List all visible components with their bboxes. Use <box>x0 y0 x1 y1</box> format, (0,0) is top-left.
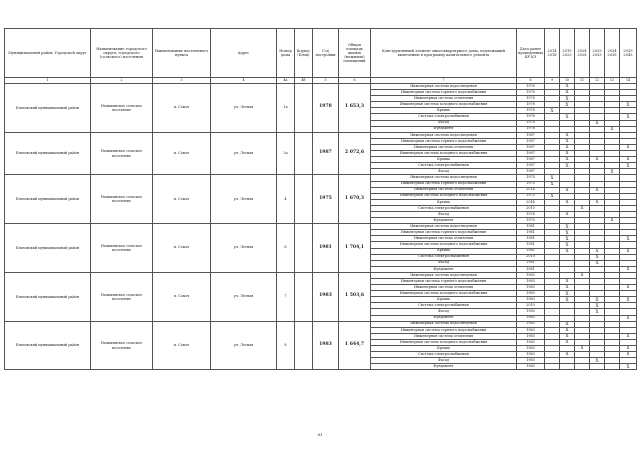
period-mark-cell: X <box>560 327 575 333</box>
period-mark-cell <box>605 364 620 370</box>
previous-repair-date-cell: 1983 <box>517 315 545 321</box>
house-number-cell: 6 <box>277 224 295 273</box>
structural-element-cell: Система электроснабжения <box>371 254 517 260</box>
district-cell: Елизовский муниципальный район <box>5 224 91 273</box>
previous-repair-date-cell: 1981 <box>517 248 545 254</box>
structural-element-cell: Крыша <box>371 157 517 163</box>
settlement-cell: Начикинское сельское поселение <box>91 84 153 133</box>
house-number-cell: 8 <box>277 321 295 370</box>
street-cell: ул. Лесная <box>211 321 277 370</box>
previous-repair-date-cell: 1975 <box>517 218 545 224</box>
structural-element-cell: Инженерная система холодного водоснабжения <box>371 339 517 345</box>
locality-cell: п. Сокоч <box>153 132 211 175</box>
period-mark-cell: X <box>605 218 620 224</box>
period-mark-cell: X <box>620 266 637 272</box>
period-mark-cell: X <box>560 224 575 230</box>
structural-element-cell: Инженерная система холодного водоснабжения <box>371 242 517 248</box>
structural-element-cell: Фундамент <box>371 218 517 224</box>
building-group <box>5 321 637 370</box>
build-year-cell: 1981 <box>313 224 339 273</box>
header-period-2019-2023: 2019 2023 <box>560 29 575 78</box>
column-number: 1 <box>5 78 91 84</box>
structural-element-cell: Система электроснабжения <box>371 205 517 211</box>
period-mark-cell: X <box>605 169 620 175</box>
structural-element-cell: Фасад <box>371 309 517 315</box>
column-number: 5 <box>313 78 339 84</box>
column-number: 3 <box>153 78 211 84</box>
area-cell: 1 503,6 <box>339 272 371 321</box>
previous-repair-date-cell: 1983 <box>517 364 545 370</box>
structural-element-cell: Инженерная система горячего водоснабжения <box>371 279 517 285</box>
previous-repair-date-cell: 1983 <box>517 321 545 327</box>
district-cell: Елизовский муниципальный район <box>5 132 91 175</box>
period-mark-cell: X <box>575 205 590 211</box>
structural-element-cell: Инженерная система отопления <box>371 236 517 242</box>
period-mark-cell: X <box>620 102 637 108</box>
period-mark-cell: X <box>590 248 605 254</box>
structural-element-cell: Инженерная система отопления <box>371 96 517 102</box>
period-mark-cell: X <box>560 151 575 157</box>
previous-repair-date-cell: 1975 <box>517 175 545 181</box>
previous-repair-date-cell: 1987 <box>517 157 545 163</box>
header-settlement: Наименование городского округа, городского (сельского) поселения <box>91 29 153 78</box>
period-mark-cell: X <box>620 114 637 120</box>
period-mark-cell: X <box>560 84 575 90</box>
column-number: 11 <box>575 78 590 84</box>
house-number-cell: 1а <box>277 84 295 133</box>
document-sheet <box>4 28 636 370</box>
structural-element-cell: Фасад <box>371 358 517 364</box>
period-mark-cell: X <box>560 339 575 345</box>
period-mark-cell: X <box>590 303 605 309</box>
header-locality: Наименование населенного пункта <box>153 29 211 78</box>
settlement-cell: Начикинское сельское поселение <box>91 132 153 175</box>
locality-cell: п. Сокоч <box>153 84 211 133</box>
previous-repair-date-cell: 1987 <box>517 169 545 175</box>
structural-element-cell: Инженерная система холодного водоснабжения <box>371 151 517 157</box>
structural-element-cell: Инженерная система отопления <box>371 285 517 291</box>
structural-element-cell: Инженерная система горячего водоснабжения <box>371 90 517 96</box>
structural-element-cell: Инженерная система отопления <box>371 187 517 193</box>
build-year-cell: 1978 <box>313 84 339 133</box>
column-number: 4б <box>295 78 313 84</box>
area-cell: 1 653,3 <box>339 84 371 133</box>
previous-repair-date-cell: 1983 <box>517 291 545 297</box>
period-mark-cell: X <box>590 297 605 303</box>
column-number: 4а <box>277 78 295 84</box>
settlement-cell: Начикинское сельское поселение <box>91 224 153 273</box>
structural-element-cell: Фасад <box>371 211 517 217</box>
previous-repair-date-cell: 1983 <box>517 285 545 291</box>
district-cell: Елизовский муниципальный район <box>5 84 91 133</box>
previous-repair-date-cell: 1983 <box>517 309 545 315</box>
previous-repair-date-cell: 2010 <box>517 254 545 260</box>
period-mark-cell: X <box>560 114 575 120</box>
period-mark-cell: X <box>590 309 605 315</box>
period-mark-cell: X <box>560 144 575 150</box>
previous-repair-date-cell: 2010 <box>517 303 545 309</box>
period-mark-cell: X <box>560 157 575 163</box>
previous-repair-date-cell: 1978 <box>517 120 545 126</box>
header-period-2039-2043: 2039 2043 <box>620 29 637 78</box>
house-number-cell: 4 <box>277 175 295 224</box>
structural-element-cell: Инженерная система холодного водоснабжения <box>371 193 517 199</box>
column-number: 7 <box>371 78 517 84</box>
period-mark-cell: X <box>560 90 575 96</box>
settlement-cell: Начикинское сельское поселение <box>91 175 153 224</box>
period-mark-cell: X <box>560 230 575 236</box>
previous-repair-date-cell: 1983 <box>517 358 545 364</box>
previous-repair-date-cell: 1978 <box>517 84 545 90</box>
build-year-cell: 1983 <box>313 272 339 321</box>
settlement-cell: Начикинское сельское поселение <box>91 321 153 370</box>
structural-element-cell: Фундамент <box>371 364 517 370</box>
previous-repair-date-cell: 1983 <box>517 327 545 333</box>
previous-repair-date-cell: 1981 <box>517 236 545 242</box>
structural-element-cell: Инженерная система водоотведения <box>371 321 517 327</box>
district-cell: Елизовский муниципальный район <box>5 321 91 370</box>
building-group <box>5 272 637 321</box>
previous-repair-date-cell: 1983 <box>517 272 545 278</box>
header-address: Адрес <box>211 29 277 78</box>
build-year-cell: 1987 <box>313 132 339 175</box>
structural-element-cell: Инженерная система водоотведения <box>371 132 517 138</box>
period-mark-cell: X <box>590 120 605 126</box>
header-district: Муниципальный район, Городской округ <box>5 29 91 78</box>
period-mark-cell: X <box>590 254 605 260</box>
locality-cell: п. Сокоч <box>153 272 211 321</box>
period-mark-cell: X <box>620 346 637 352</box>
period-mark-cell: X <box>620 285 637 291</box>
header-previous-repair-date: Дата ранее проведенных КР КЭ <box>517 29 545 78</box>
column-number: 6 <box>339 78 371 84</box>
block-cell <box>295 321 313 370</box>
settlement-cell: Начикинское сельское поселение <box>91 272 153 321</box>
header-period-2014-2018: 2014 2018 <box>545 29 560 78</box>
structural-element-cell: Система электроснабжения <box>371 303 517 309</box>
period-mark-cell <box>545 364 560 370</box>
area-cell: 1 704,1 <box>339 224 371 273</box>
structural-element-cell: Фундамент <box>371 126 517 132</box>
structural-element-cell: Инженерная система горячего водоснабжения <box>371 138 517 144</box>
period-mark-cell: X <box>620 315 637 321</box>
period-mark-cell: X <box>560 279 575 285</box>
structural-element-cell: Фасад <box>371 120 517 126</box>
structural-element-cell: Фасад <box>371 260 517 266</box>
previous-repair-date-cell: 1987 <box>517 138 545 144</box>
structural-element-cell: Инженерная система горячего водоснабжения <box>371 230 517 236</box>
locality-cell: п. Сокоч <box>153 321 211 370</box>
period-mark-cell: X <box>560 199 575 205</box>
period-mark-cell: X <box>560 321 575 327</box>
page-number: 81 <box>317 432 323 437</box>
block-cell <box>295 224 313 273</box>
column-number: 12 <box>590 78 605 84</box>
structural-element-cell: Крыша <box>371 346 517 352</box>
structural-element-cell: Фасад <box>371 169 517 175</box>
previous-repair-date-cell: 1983 <box>517 333 545 339</box>
period-mark-cell: X <box>560 187 575 193</box>
structural-element-cell: Фундамент <box>371 266 517 272</box>
period-mark-cell: X <box>545 193 560 199</box>
column-number: 13 <box>605 78 620 84</box>
previous-repair-date-cell: 1975 <box>517 193 545 199</box>
column-number: 9 <box>545 78 560 84</box>
previous-repair-date-cell: 1983 <box>517 352 545 358</box>
period-mark-cell: X <box>560 242 575 248</box>
build-year-cell: 1983 <box>313 321 339 370</box>
street-cell: ул. Лесная <box>211 132 277 175</box>
structural-element-cell: Инженерная система горячего водоснабжения <box>371 181 517 187</box>
previous-repair-date-cell: 1981 <box>517 224 545 230</box>
column-number: 14 <box>620 78 637 84</box>
previous-repair-date-cell: 1987 <box>517 144 545 150</box>
period-mark-cell: X <box>560 333 575 339</box>
period-mark-cell: X <box>545 181 560 187</box>
column-number: 8 <box>517 78 545 84</box>
previous-repair-date-cell: 1987 <box>517 151 545 157</box>
district-cell: Елизовский муниципальный район <box>5 175 91 224</box>
previous-repair-date-cell: 1978 <box>517 126 545 132</box>
previous-repair-date-cell: 1978 <box>517 108 545 114</box>
structural-element-cell: Инженерная система холодного водоснабжения <box>371 291 517 297</box>
period-mark-cell: X <box>545 108 560 114</box>
previous-repair-date-cell: 1983 <box>517 297 545 303</box>
structural-element-cell: Инженерная система водоотведения <box>371 224 517 230</box>
previous-repair-date-cell: 1987 <box>517 163 545 169</box>
structural-element-cell: Инженерная система водоотведения <box>371 272 517 278</box>
building-group <box>5 84 637 133</box>
period-mark-cell: X <box>620 297 637 303</box>
header-period-2034-2038: 2034 2038 <box>605 29 620 78</box>
period-mark-cell: X <box>590 187 605 193</box>
previous-repair-date-cell: 2014 <box>517 199 545 205</box>
previous-repair-date-cell: 1978 <box>517 90 545 96</box>
period-mark-cell: X <box>560 96 575 102</box>
block-cell <box>295 272 313 321</box>
period-mark-cell <box>560 364 575 370</box>
column-number: 2 <box>91 78 153 84</box>
previous-repair-date-cell: 1981 <box>517 242 545 248</box>
period-mark-cell: X <box>575 272 590 278</box>
previous-repair-date-cell: 1981 <box>517 260 545 266</box>
column-number: 4 <box>211 78 277 84</box>
previous-repair-date-cell: 1976 <box>517 211 545 217</box>
period-mark-cell: X <box>560 211 575 217</box>
period-mark-cell: X <box>560 236 575 242</box>
structural-element-cell: Фундамент <box>371 315 517 321</box>
period-mark-cell: X <box>590 199 605 205</box>
header-period-2029-2033: 2029 2033 <box>590 29 605 78</box>
block-cell <box>295 175 313 224</box>
previous-repair-date-cell: 1978 <box>517 96 545 102</box>
structural-element-cell: Крыша <box>371 108 517 114</box>
house-number-cell: 3а <box>277 132 295 175</box>
street-cell: ул. Лесная <box>211 224 277 273</box>
structural-element-cell: Инженерная система холодного водоснабжения <box>371 102 517 108</box>
block-cell <box>295 84 313 133</box>
structural-element-cell: Крыша <box>371 297 517 303</box>
period-mark-cell: X <box>575 346 590 352</box>
area-cell: 2 072,6 <box>339 132 371 175</box>
period-mark-cell: X <box>560 285 575 291</box>
locality-cell: п. Сокоч <box>153 175 211 224</box>
period-mark-cell: X <box>620 144 637 150</box>
previous-repair-date-cell: 1978 <box>517 102 545 108</box>
period-mark-cell: X <box>620 364 637 370</box>
header-house-number: Номер дома <box>277 29 295 78</box>
previous-repair-date-cell: 1981 <box>517 230 545 236</box>
structural-element-cell: Инженерная система горячего водоснабжения <box>371 327 517 333</box>
previous-repair-date-cell: 1983 <box>517 279 545 285</box>
period-mark-cell: X <box>560 102 575 108</box>
header-build-year: Год постройки <box>313 29 339 78</box>
structural-element-cell: Инженерная система водоотведения <box>371 84 517 90</box>
period-mark-cell: X <box>560 352 575 358</box>
period-mark-cell: X <box>605 126 620 132</box>
period-mark-cell: X <box>560 138 575 144</box>
header-block: Корпус (Блок) <box>295 29 313 78</box>
previous-repair-date-cell: 1975 <box>517 181 545 187</box>
house-number-cell: 7 <box>277 272 295 321</box>
structural-element-cell: Инженерная система отопления <box>371 333 517 339</box>
period-mark-cell: X <box>590 260 605 266</box>
block-cell <box>295 132 313 175</box>
period-mark-cell: X <box>590 358 605 364</box>
column-number: 10 <box>560 78 575 84</box>
previous-repair-date-cell: 1983 <box>517 346 545 352</box>
previous-repair-date-cell: 1983 <box>517 339 545 345</box>
period-mark-cell: X <box>620 157 637 163</box>
header-row <box>5 29 637 78</box>
locality-cell: п. Сокоч <box>153 224 211 273</box>
previous-repair-date-cell: 1978 <box>517 114 545 120</box>
period-mark-cell: X <box>560 163 575 169</box>
structural-element-cell: Система электроснабжения <box>371 352 517 358</box>
period-mark-cell: X <box>590 157 605 163</box>
previous-repair-date-cell: 2010 <box>517 205 545 211</box>
street-cell: ул. Лесная <box>211 84 277 133</box>
period-mark-cell: X <box>560 291 575 297</box>
area-cell: 1 670,3 <box>339 175 371 224</box>
structural-element-cell: Система электроснабжения <box>371 114 517 120</box>
previous-repair-date-cell: 1987 <box>517 132 545 138</box>
period-mark-cell: X <box>620 333 637 339</box>
period-mark-cell: X <box>620 248 637 254</box>
building-group <box>5 224 637 273</box>
period-mark-cell: X <box>620 236 637 242</box>
street-cell: ул. Лесная <box>211 272 277 321</box>
previous-repair-date-cell: 1981 <box>517 266 545 272</box>
area-cell: 1 644,7 <box>339 321 371 370</box>
structural-element-cell: Крыша <box>371 199 517 205</box>
build-year-cell: 1975 <box>313 175 339 224</box>
period-mark-cell: X <box>560 248 575 254</box>
structural-element-cell: Инженерная система водоотведения <box>371 175 517 181</box>
period-mark-cell <box>575 364 590 370</box>
period-mark-cell: X <box>560 132 575 138</box>
building-group <box>5 175 637 224</box>
period-mark-cell: X <box>560 297 575 303</box>
street-cell: ул. Лесная <box>211 175 277 224</box>
structural-element-cell: Инженерная система отопления <box>371 144 517 150</box>
structural-element-cell: Крыша <box>371 248 517 254</box>
building-group <box>5 132 637 175</box>
header-area: Общая площадь жилых (нежилых) помещений <box>339 29 371 78</box>
header-period-2024-2028: 2024 2028 <box>575 29 590 78</box>
period-mark-cell: X <box>620 352 637 358</box>
structural-element-cell: Система электроснабжения <box>371 163 517 169</box>
district-cell: Елизовский муниципальный район <box>5 272 91 321</box>
header-structural-element: Конструктивный элемент многоквартирного дома, подлежащий включению в программу капитального ремонта <box>371 29 517 78</box>
previous-repair-date-cell: 2014 <box>517 187 545 193</box>
period-mark-cell <box>590 364 605 370</box>
period-mark-cell: X <box>545 175 560 181</box>
capital-repair-table <box>4 28 637 370</box>
period-mark-cell: X <box>620 163 637 169</box>
